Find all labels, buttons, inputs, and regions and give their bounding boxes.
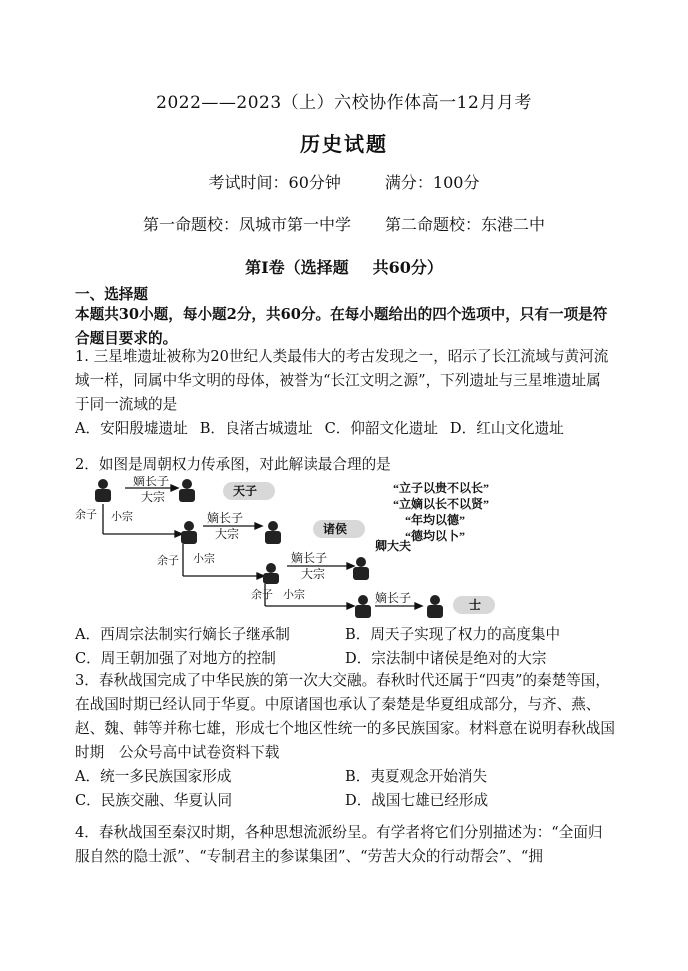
section-heading: 一、选择题 xyxy=(75,286,148,303)
exam-meta xyxy=(0,170,688,193)
exam-time: 考试时间：60分钟 xyxy=(208,173,341,192)
q1-option-a: A．安阳殷墟遗址 xyxy=(75,420,188,437)
question-3-watermark: 公众号高中试卷资料下载 xyxy=(118,744,280,761)
fig-quote-2: “立嫡以长不以贤” xyxy=(393,497,490,511)
exam-score: 满分：100分 xyxy=(384,173,480,192)
fig-younger-1: 余子 xyxy=(75,509,97,521)
fig-minor-2: 小宗 xyxy=(193,553,215,565)
fig-heir-4: 嫡长子 xyxy=(375,591,412,605)
fig-younger-2: 余子 xyxy=(157,555,179,567)
setter-school-2: 第二命题校：东港二中 xyxy=(385,215,546,234)
q2-options-row-1 xyxy=(75,623,615,647)
section-instructions: 本题共30小题，每小题2分，共60分。在每小题给出的四个选项中，只有一项是符合题目要求的。 xyxy=(75,306,608,347)
q3-option-b: B．夷夏观念开始消失 xyxy=(345,768,488,785)
part-heading-b: 共60分） xyxy=(372,258,443,277)
setter-schools xyxy=(0,212,688,235)
fig-younger-3: 余子 xyxy=(251,589,273,601)
fig-heir-2: 嫡长子 xyxy=(207,511,244,525)
fig-rank-zhuhou: 诸侯 xyxy=(323,522,348,536)
fig-minor-3: 小宗 xyxy=(283,589,305,601)
question-1 xyxy=(75,345,615,441)
q2-option-d: D．宗法制中诸侯是绝对的大宗 xyxy=(345,650,547,667)
q1-option-d: D．红山文化遗址 xyxy=(449,420,564,437)
part-heading-a: 第Ⅰ卷（选择题 xyxy=(245,258,349,277)
q2-option-b: B．周天子实现了权力的高度集中 xyxy=(345,626,561,643)
fig-rank-tianzi: 天子 xyxy=(233,484,258,498)
question-2-options xyxy=(75,623,615,671)
q3-option-d: D．战国七雄已经形成 xyxy=(345,792,489,809)
fig-great-3: 大宗 xyxy=(301,567,326,581)
q2-option-c: C．周王朝加强了对地方的控制 xyxy=(75,650,276,667)
q3-option-a: A．统一多民族国家形成 xyxy=(75,768,232,785)
exam-title: 2022——2023（上）六校协作体高一12月月考 xyxy=(156,93,532,113)
q3-option-c: C．民族交融、华夏认同 xyxy=(75,792,233,809)
fig-rank-shi: 士 xyxy=(469,598,482,612)
fig-minor-1: 小宗 xyxy=(111,511,133,523)
question-3-text: 3．春秋战国完成了中华民族的第一次大交融。春秋时代还属于“四夷”的秦楚等国，在战国时期已经认同于华夏。中原诸国也承认了秦楚是华夏组成部分，与齐、燕、赵、魏、韩等并称七雄，形成七个地区性统一的多民族国家。材料意在说明春秋战国时期 xyxy=(75,672,615,761)
q1-option-b: B．良渚古城遗址 xyxy=(199,420,313,437)
fig-great-2: 大宗 xyxy=(215,527,240,541)
question-4 xyxy=(75,821,615,869)
q2-options-row-2 xyxy=(75,647,615,671)
zhou-succession-figure xyxy=(75,476,615,618)
fig-quote-3: “年均以德” xyxy=(405,513,466,527)
question-2-stem: 2．如图是周朝权力传承图，对此解读最合理的是 xyxy=(75,456,391,473)
question-4-stem: 4．春秋战国至秦汉时期，各种思想流派纷呈。有学者将它们分别描述为：“全面归服自然的隐士派”、“专制君主的参谋集团”、“劳苦大众的行动帮会”、“拥 xyxy=(75,824,603,865)
q3-options-row-1 xyxy=(75,765,615,789)
question-3-stem xyxy=(75,669,615,765)
q1-option-c: C．仰韶文化遗址 xyxy=(324,420,438,437)
fig-quote-4: “德均以卜” xyxy=(405,529,466,543)
question-3 xyxy=(75,669,615,813)
part-heading xyxy=(0,255,688,278)
fig-heir-3: 嫡长子 xyxy=(291,551,328,565)
fig-rank-qingdafu: 卿大夫 xyxy=(375,539,412,553)
setter-school-1: 第一命题校：凤城市第一中学 xyxy=(142,215,351,234)
fig-heir-1: 嫡长子 xyxy=(133,476,170,488)
question-1-options xyxy=(75,417,615,441)
fig-great-1: 大宗 xyxy=(141,490,166,504)
q3-options-row-2 xyxy=(75,789,615,813)
subject-title: 历史试题 xyxy=(300,132,388,156)
question-1-stem: 1. 三星堆遗址被称为20世纪人类最伟大的考古发现之一，昭示了长江流域与黄河流域一样，同属中华文明的母体，被誉为“长江文明之源”，下列遗址与三星堆遗址属于同一流域的是 xyxy=(75,348,609,413)
fig-quote-1: “立子以贵不以长” xyxy=(393,481,490,495)
q2-option-a: A．西周宗法制实行嫡长子继承制 xyxy=(75,626,290,643)
